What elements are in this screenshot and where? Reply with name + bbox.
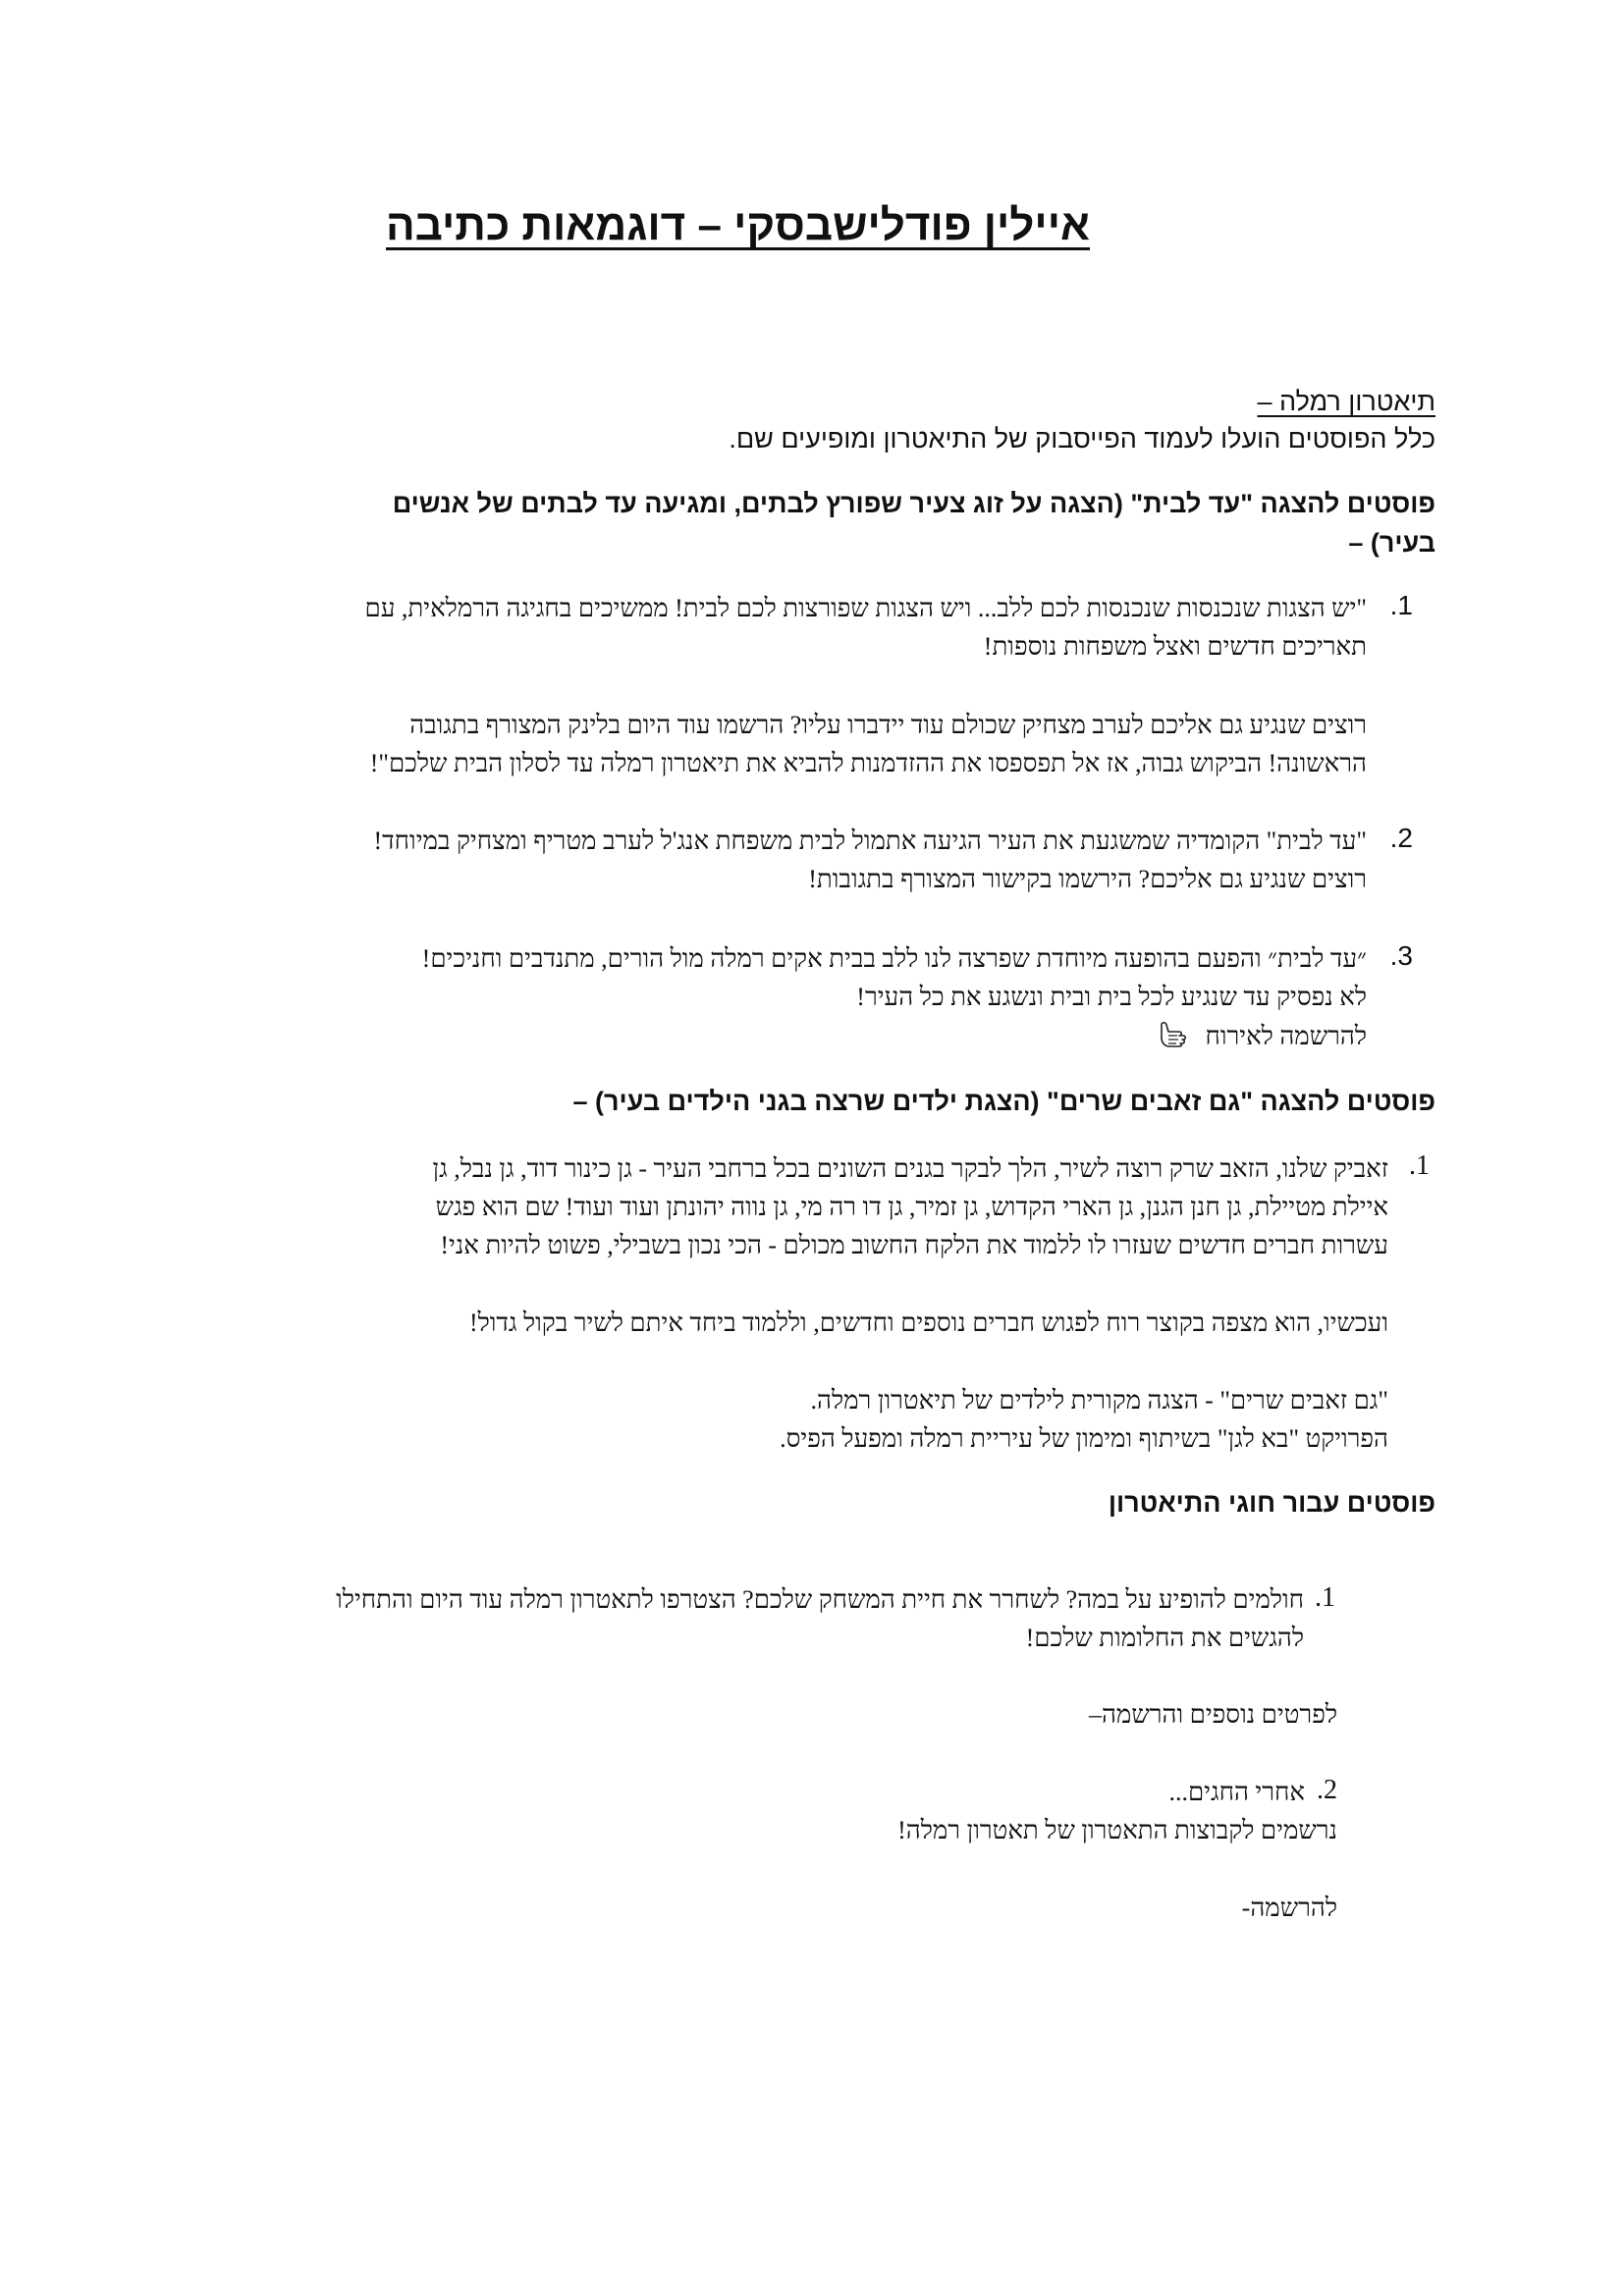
post-line: זאביק שלנו, הזאב שרק רוצה לשיר, הלך לבקר בגנים השונים בכל ברחבי העיר - גן כינור דוד, גן נבל, גן bbox=[432, 1154, 1388, 1183]
list-number: 2. bbox=[1389, 823, 1413, 853]
list-number: 1. bbox=[1409, 1150, 1430, 1181]
post-line: ״עד לבית״ והפעם בהופעה מיוחדת שפרצה לנו ללב בבית אקים רמלה מול הורים, מתנדבים וחניכים! bbox=[421, 944, 1367, 973]
post-line: להגשים את החלומות שלכם! bbox=[1025, 1624, 1304, 1652]
post-line: רוצים שנגיע גם אליכם? הירשמו בקישור המצורף בתגובות! bbox=[808, 865, 1367, 893]
post-line: רוצים שנגיע גם אליכם לערב מצחיק שכולם עוד יידברו עליו? הרשמו עוד היום בלינק המצורף בתגובה bbox=[409, 711, 1367, 739]
list-number: 3. bbox=[1389, 940, 1413, 971]
post-line: חולמים להופיע על במה? לשחרר את חיית המשחק שלכם? הצטרפו לתאטרון רמלה עוד היום והתחילו bbox=[336, 1585, 1304, 1614]
post-line: עשרות חברים חדשים שעזרו לו ללמוד את הלקח החשוב מכולם - הכי נכון בשבילי, פשוט להיות אני! bbox=[440, 1231, 1388, 1259]
registration-link-text[interactable]: להרשמה לאירוח bbox=[1205, 1022, 1367, 1050]
section-intro: כלל הפוסטים הועלו לעמוד הפייסבוק של התיאטרון ומופיעים שם. bbox=[729, 424, 1435, 454]
registration-link-text[interactable]: להרשמה- bbox=[1241, 1894, 1337, 1922]
pointing-hand-icon bbox=[1158, 1019, 1189, 1059]
post-line: נרשמים לקבוצות התאטרון של תאטרון רמלה! bbox=[897, 1816, 1337, 1844]
post-line: "גם זאבים שרים" - הצגה מקורית לילדים של תיאטרון רמלה. bbox=[810, 1386, 1388, 1415]
post-line: "יש הצגות שנכנסות שנכנסות לכם ללב... ויש הצגות שפורצות לכם לבית! ממשיכים בחגיגה הרמלאית, עם bbox=[364, 594, 1367, 622]
registration-link-row[interactable] bbox=[1158, 1017, 1367, 1059]
fans-heading: פוסטים עבור חוגי התיאטרון bbox=[1108, 1488, 1435, 1518]
registration-link-text[interactable]: לפרטים נוספים והרשמה– bbox=[1088, 1700, 1337, 1729]
list-number: 2. bbox=[1317, 1775, 1337, 1805]
section-heading-ramla: תיאטרון רמלה – bbox=[1257, 387, 1435, 416]
post-line: לא נפסיק עד שנגיע לכל בית ובית ונשגע את כל העיר! bbox=[856, 983, 1367, 1011]
show1-heading-line2: בעיר) – bbox=[1348, 528, 1435, 558]
post-line: הראשונה! הביקוש גבוה, אז אל תפספסו את ההזדמנות להביא את תיאטרון רמלה עד לסלון הבית שלכם"! bbox=[369, 749, 1367, 777]
page-title: איילין פודלישבסקי – דוגמאות כתיבה bbox=[385, 201, 1091, 249]
show1-heading-line1: פוסטים להצגה "עד לבית" (הצגה על זוג צעיר שפורץ לבתים, ומגיעה עד לבתים של אנשים bbox=[392, 489, 1435, 518]
list-number: 1. bbox=[1389, 590, 1413, 620]
list-number: 1. bbox=[1315, 1582, 1335, 1613]
post-line: "עד לבית" הקומדיה שמשגעת את העיר הגיעה אתמול לבית משפחת אנג'ל לערב מטריף ומצחיק במיוחד! bbox=[373, 827, 1367, 855]
post-line: הפרויקט "בא לגן" בשיתוף ומימון של עיריית רמלה ומפעל הפיס. bbox=[780, 1424, 1388, 1453]
post-line: איילת מטיילת, גן חנן הגנן, גן הארי הקדוש, גן זמיר, גן דו רה מי, גן נווה יהונתן ועוד ועוד! שם הוא פגש bbox=[435, 1193, 1388, 1221]
post-line: ועכשיו, הוא מצפה בקוצר רוח לפגוש חברים נוספים וחדשים, וללמוד ביחד איתם לשיר בקול גדול! bbox=[468, 1308, 1388, 1337]
post-line: אחרי החגים... bbox=[1168, 1778, 1305, 1806]
show2-heading: פוסטים להצגה "גם זאבים שרים" (הצגת ילדים שרצה בגני הילדים בעיר) – bbox=[572, 1087, 1435, 1116]
post-line: תאריכים חדשים ואצל משפחות נוספות! bbox=[983, 632, 1367, 661]
